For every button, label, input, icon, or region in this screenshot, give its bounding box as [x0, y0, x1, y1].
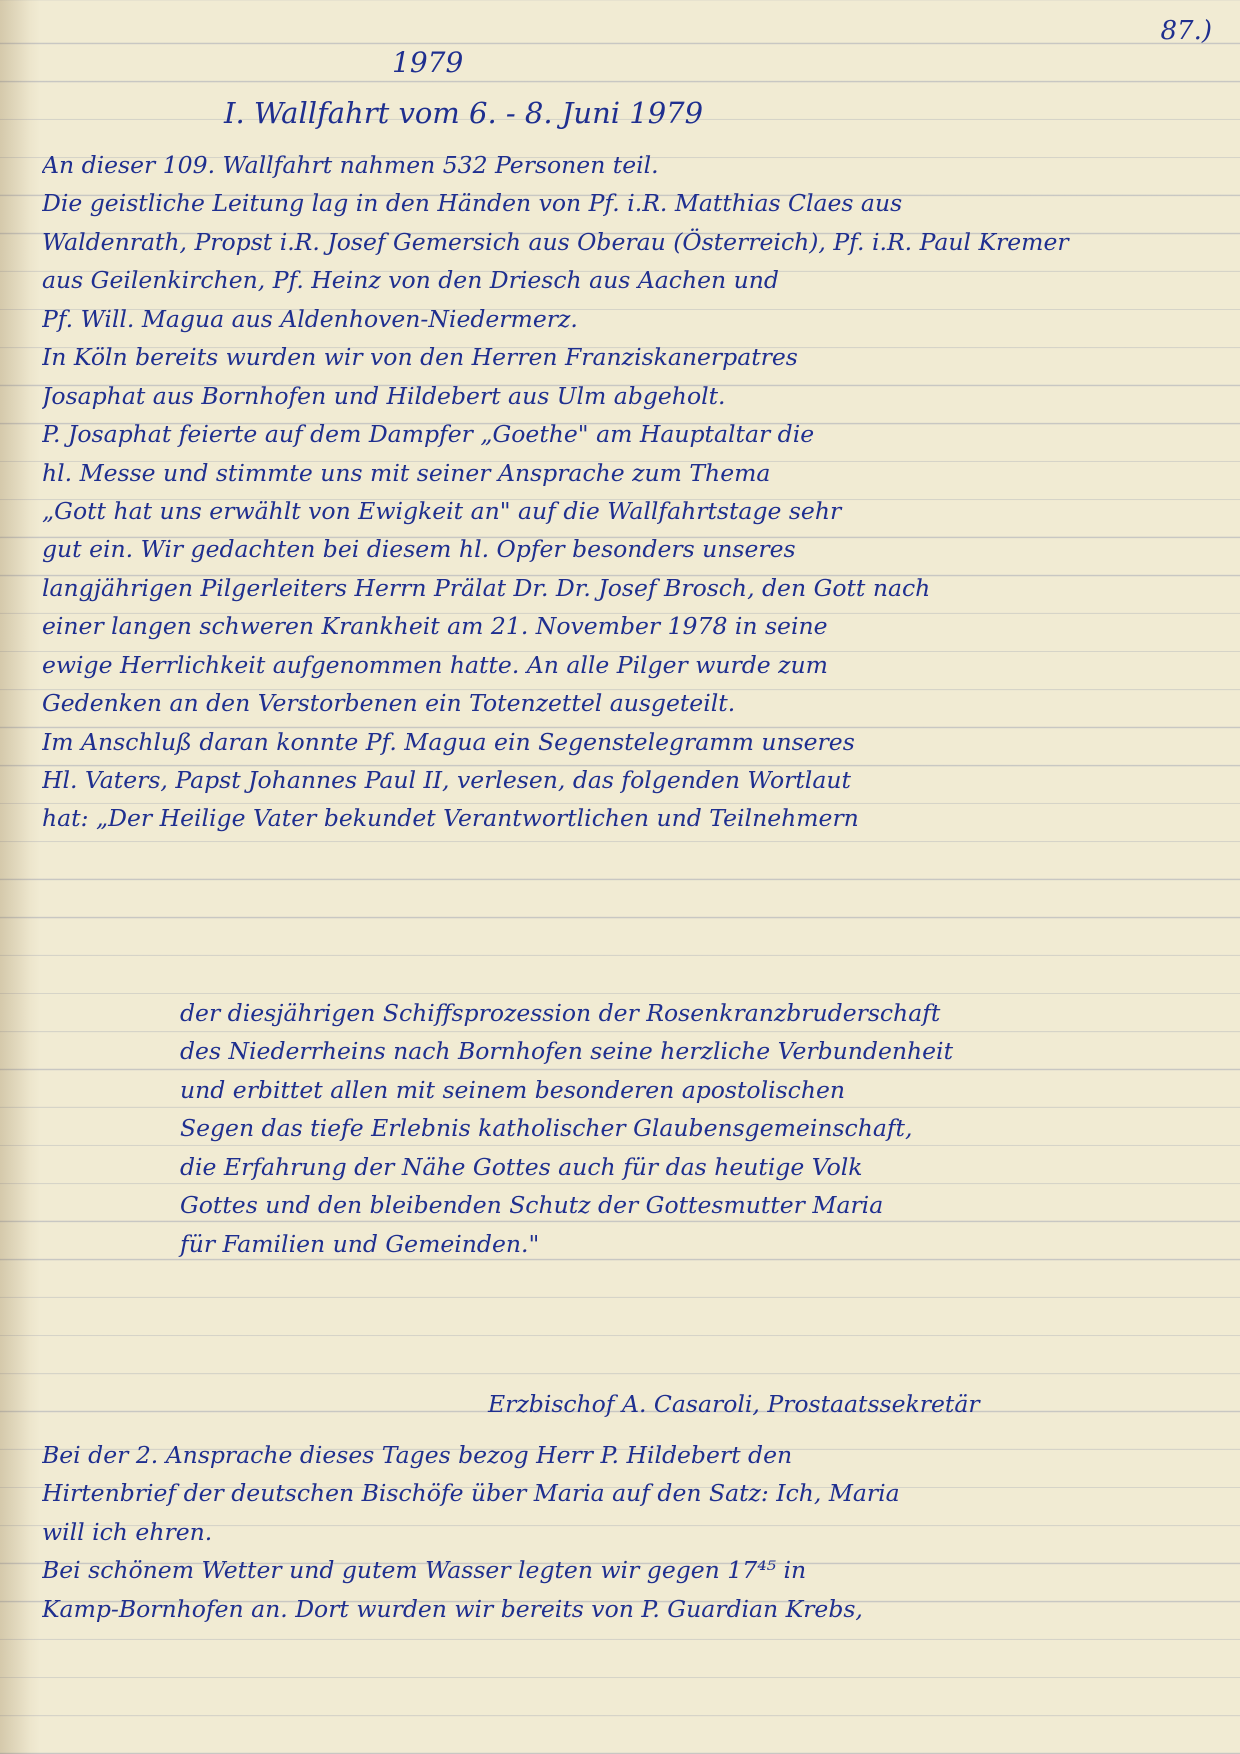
quote-line: und erbittet allen mit seinem besonderen apostolischen	[180, 1075, 846, 1104]
text-line: Kamp-Bornhofen an. Dort wurden wir bereits von P. Guardian Krebs,	[42, 1594, 863, 1623]
text-line: Bei der 2. Ansprache dieses Tages bezog Herr P. Hildebert den	[42, 1441, 793, 1469]
text-line: An dieser 109. Wallfahrt nahmen 532 Personen teil.	[42, 151, 659, 179]
text-line: Bei schönem Wetter und gutem Wasser legten wir gegen 17⁴⁵ in	[42, 1556, 807, 1585]
text-line: ewige Herrlichkeit aufgenommen hatte. An alle Pilger wurde zum	[42, 650, 828, 679]
text-line: hat: „Der Heilige Vater bekundet Verantwortlichen und Teilnehmern	[42, 804, 859, 833]
quote-line: Segen das tiefe Erlebnis katholischer Glaubensgemeinschaft,	[180, 1114, 913, 1143]
telegram-signature: Erzbischof A. Casaroli, Prostaatssekretär	[488, 1390, 980, 1418]
text-line: hl. Messe und stimmte uns mit seiner Ansprache zum Thema	[42, 458, 771, 487]
text-line: In Köln bereits wurden wir von den Herren Franziskanerpatres	[42, 343, 798, 372]
year-heading: 1979	[392, 46, 464, 79]
text-line: aus Geilenkirchen, Pf. Heinz von den Driesch aus Aachen und	[42, 266, 779, 295]
text-line: Die geistliche Leitung lag in den Händen von Pf. i.R. Matthias Claes aus	[42, 189, 903, 218]
text-line: Gedenken an den Verstorbenen ein Totenzettel ausgeteilt.	[42, 689, 736, 718]
quote-line: der diesjährigen Schiffsprozession der Rosenkranzbruderschaft	[180, 999, 941, 1027]
text-line: will ich ehren.	[42, 1517, 213, 1546]
text-line: P. Josaphat feierte auf dem Dampfer „Goethe" am Hauptaltar die	[42, 420, 815, 449]
text-line: Hl. Vaters, Papst Johannes Paul II, verlesen, das folgenden Wortlaut	[42, 766, 851, 794]
quote-line: die Erfahrung der Nähe Gottes auch für das heutige Volk	[180, 1152, 863, 1181]
text-line: Im Anschluß daran konnte Pf. Magua ein Segenstelegramm unseres	[42, 727, 855, 756]
text-line: Pf. Will. Magua aus Aldenhoven-Niedermerz.	[42, 304, 578, 333]
quote-line: Gottes und den bleibenden Schutz der Gottesmutter Maria	[180, 1191, 884, 1220]
text-line: Waldenrath, Propst i.R. Josef Gemersich aus Oberau (Österreich), Pf. i.R. Paul Kremer	[42, 227, 1069, 256]
quote-line: des Niederrheins nach Bornhofen seine herzliche Verbundenheit	[180, 1037, 954, 1066]
page-edge-stain	[0, 0, 40, 1754]
text-line: Josaphat aus Bornhofen und Hildebert aus Ulm abgeholt.	[42, 381, 726, 410]
text-line: „Gott hat uns erwählt von Ewigkeit an" auf die Wallfahrtstage sehr	[42, 496, 842, 525]
text-line: langjährigen Pilgerleiters Herrn Prälat Dr. Dr. Josef Brosch, den Gott nach	[42, 573, 931, 602]
text-line: einer langen schweren Krankheit am 21. November 1978 in seine	[42, 612, 828, 641]
closing-paragraph	[42, 1436, 1217, 1628]
quote-line: für Familien und Gemeinden."	[180, 1229, 540, 1258]
pilgrimage-heading: I. Wallfahrt vom 6. - 8. Juni 1979	[224, 96, 704, 130]
text-line: Hirtenbrief der deutschen Bischöfe über Maria auf den Satz: Ich, Maria	[42, 1479, 900, 1508]
telegram-quote	[140, 994, 1220, 1263]
main-paragraph	[42, 146, 1217, 838]
text-line: gut ein. Wir gedachten bei diesem hl. Opfer besonders unseres	[42, 535, 796, 564]
page-number: 87.)	[1160, 16, 1212, 46]
